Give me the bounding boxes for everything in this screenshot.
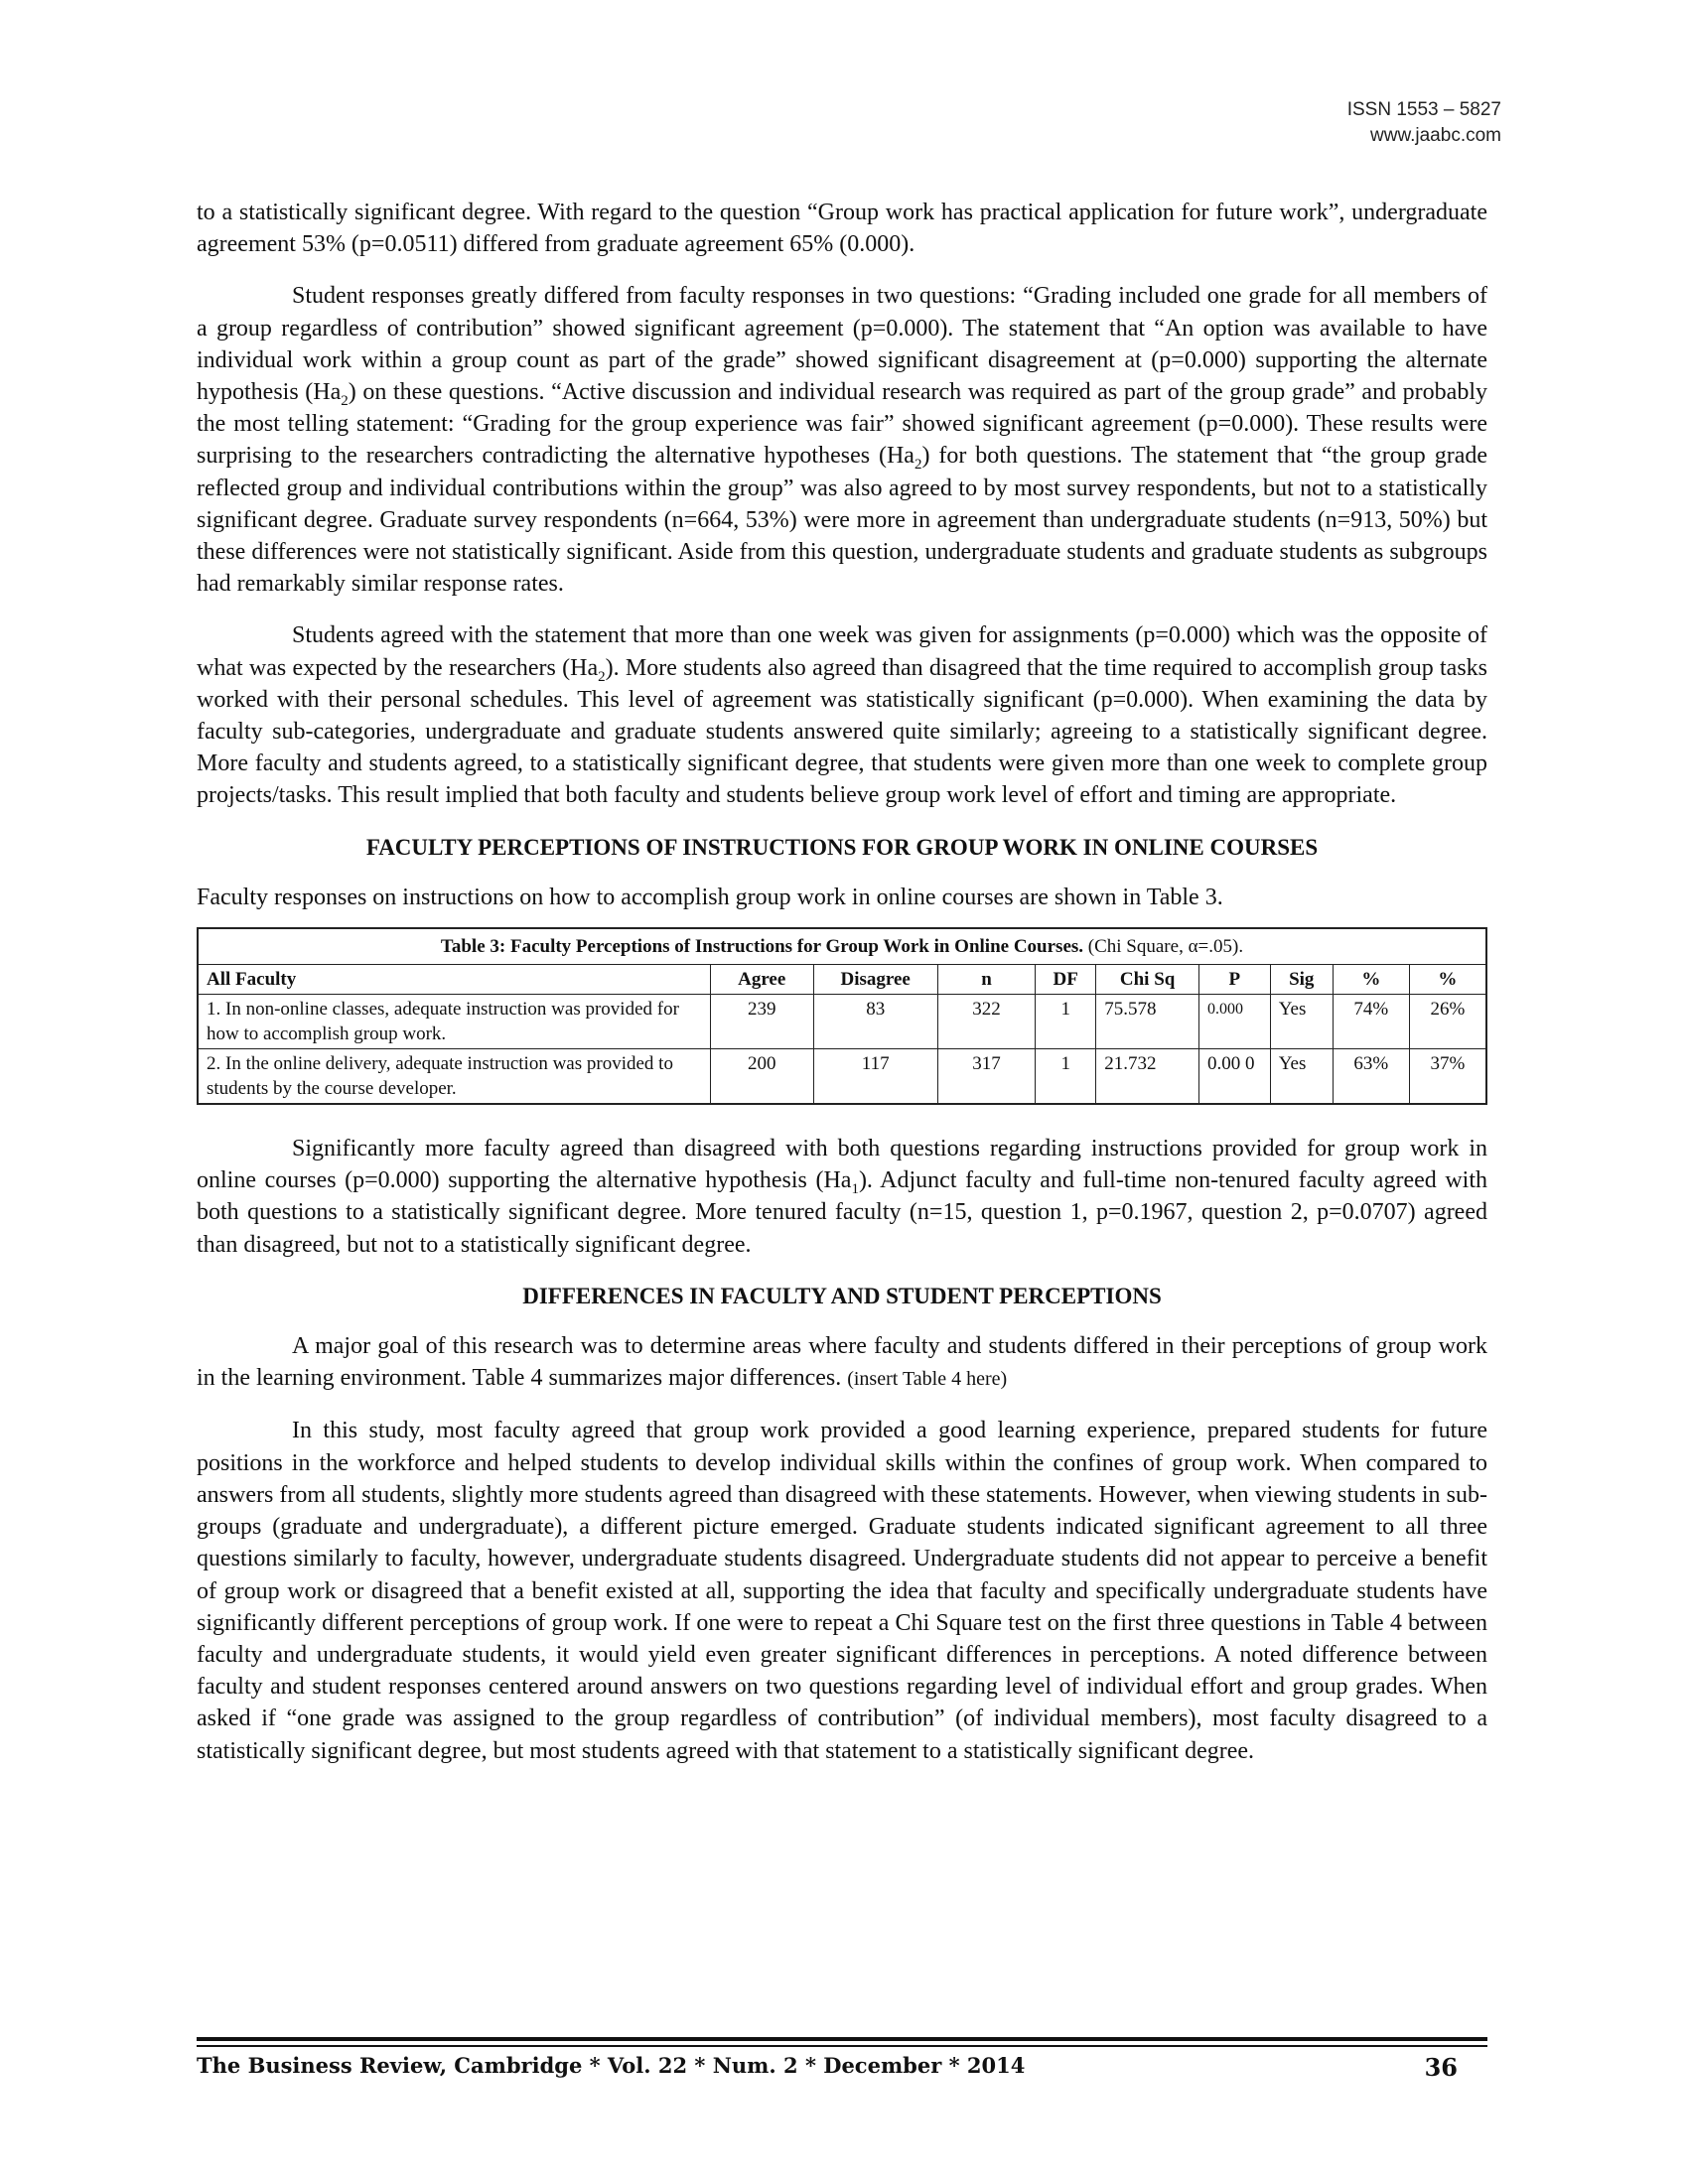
column-header: P — [1199, 965, 1271, 995]
column-header: Sig — [1270, 965, 1333, 995]
page-header — [1347, 97, 1501, 149]
table-row: 1. In non-online classes, adequate instruction was provided for how to accomplish group work. 239 83 322 1 75.578 0.000 Yes 74% 26% — [198, 995, 1486, 1049]
table-3 — [197, 927, 1487, 1105]
insert-note: (insert Table 4 here) — [847, 1368, 1008, 1391]
paragraph: Student responses greatly differed from faculty responses in two questions: “Grading included one grade for all members of a group regardless of contribution” showed significant agreement (p=0.000). The statement that “An option was available to have individual work within a group count as part of the grade” showed significant disagreement at (p=0.000) supporting the alternate hypothesis $(Ha_2)$ on these questions. “Active discussion and individual research was required as part of the group grade” and probably the most telling statement: “Grading for the group experience was fair” showed significant agreement (p=0.000). These results were surprising to the researchers contradicting the alternative hypotheses $(Ha_2)$ for both questions. The statement that “the group grade reflected group and individual contributions within the group” was also agreed to by most survey respondents, but not to a statistically significant degree. Graduate survey respondents (n=664, 53%) were more in agreement than undergraduate students (n=913, 50%) but these differences were not statistically significant. Aside from this question, undergraduate students and graduate students as subgroups had remarkably similar response rates. — [197, 283, 1487, 598]
paragraph: Faculty responses on instructions on how to accomplish group work in online courses are shown in Table 3. — [197, 884, 1223, 910]
journal-website: www.jaabc.com — [1370, 125, 1501, 146]
paragraph: In this study, most faculty agreed that group work provided a good learning experience, prepared students for future positions in the workforce and helped students to develop individual skills within the confines of group work. When compared to answers from all students, slightly more students agreed than disagreed with these statements. However, when viewing students in sub-groups (graduate and undergraduate), a different picture emerged. Graduate students indicated significant agreement to all three questions similarly to faculty, however, undergraduate students disagreed. Undergraduate students did not appear to perceive a benefit of group work or disagreed that a benefit existed at all, supporting the idea that faculty and specifically undergraduate students have significantly different perceptions of group work. If one were to repeat a Chi Square test on the first three questions in Table 4 between faculty and undergraduate students, it would yield even greater significant differences in perceptions. A noted difference between faculty and student responses centered around answers on two questions regarding level of individual effort and group grades. When asked if “one grade was assigned to the group regardless of contribution” (of individual members), most faculty disagreed to a statistically significant degree, but most students agreed with that statement to a statistically significant degree. — [197, 1418, 1487, 1764]
column-header: All Faculty — [198, 965, 710, 995]
issn-number: ISSN 1553 – 5827 — [1346, 99, 1501, 120]
column-header: % — [1409, 965, 1486, 995]
column-header: Chi Sq — [1096, 965, 1199, 995]
paragraph: Students agreed with the statement that more than one week was given for assignments (p=0.000) which was the opposite of what was expected by the researchers $(Ha_2)$. More students also agreed than disagreed that the time required to accomplish group tasks worked with their personal schedules. This level of agreement was statistically significant (p=0.000). When examining the data by faculty sub-categories, undergraduate and graduate students answered quite similarly; agreeing to a statistically significant degree. More faculty and students agreed, to a statistically significant degree, that students were given more than one week to complete group projects/tasks. This result implied that both faculty and students believe group work level of effort and timing are appropriate. — [197, 622, 1487, 809]
page-footer — [197, 2053, 1458, 2082]
paragraph: A major goal of this research was to determine areas where faculty and students differed in their perceptions of group work in the learning environment. Table 4 summarizes major differences. (insert Table 4 here) — [197, 1333, 1487, 1392]
footer-rule — [197, 2037, 1487, 2041]
column-header: Agree — [710, 965, 813, 995]
paragraph: Significantly more faculty agreed than disagreed with both questions regarding instructions provided for group work in online courses (p=0.000) supporting the alternative hypothesis $(Ha_1)$. Adjunct faculty and full-time non-tenured faculty agreed with both questions to a statistically significant degree. More tenured faculty (n=15, question 1, p=0.1967, question 2, p=0.0707) agreed than disagreed, but not to a statistically significant degree. — [197, 1136, 1488, 1258]
footer-rule — [197, 2045, 1487, 2047]
table-row: 2. In the online delivery, adequate instruction was provided to students by the course developer. 200 117 317 1 21.732 0.00 0 Yes 63% 37% — [198, 1049, 1486, 1105]
journal-citation: The Business Review, Cambridge * Vol. 22 * Num. 2 * December * 2014 — [197, 2053, 1026, 2078]
column-header: % — [1333, 965, 1409, 995]
column-header: DF — [1036, 965, 1096, 995]
section-heading: DIFFERENCES IN FACULTY AND STUDENT PERCEPTIONS — [522, 1283, 1162, 1308]
article-body — [197, 197, 1487, 1767]
column-header: n — [937, 965, 1035, 995]
table-header-row — [198, 965, 1486, 995]
table-caption: Table 3: Faculty Perceptions of Instructions for Group Work in Online Courses. (Chi Square, α=.05). — [198, 928, 1486, 965]
section-heading: FACULTY PERCEPTIONS OF INSTRUCTIONS FOR GROUP WORK IN ONLINE COURSES — [365, 834, 1319, 860]
paragraph: to a statistically significant degree. With regard to the question “Group work has practical application for future work”, undergraduate agreement 53% (p=0.0511) differed from graduate agreement 65% (0.000). — [197, 200, 1487, 258]
page-number: 36 — [1424, 2053, 1458, 2082]
column-header: Disagree — [813, 965, 937, 995]
